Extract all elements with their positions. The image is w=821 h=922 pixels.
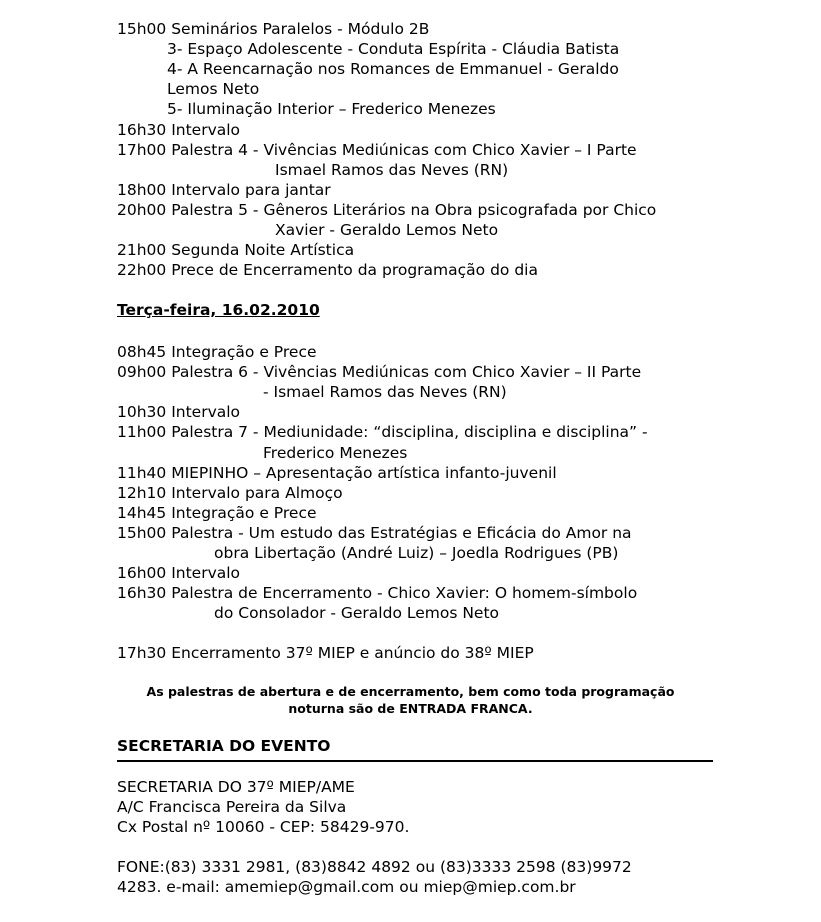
schedule-day-line: 09h00 Palestra 6 - Vivências Mediúnicas com Chico Xavier – II Parte: [117, 363, 642, 382]
schedule-day-line: Frederico Menezes: [263, 443, 408, 462]
schedule-top-line: 22h00 Prece de Encerramento da programação do dia: [117, 261, 538, 280]
schedule-day-line: 16h30 Palestra de Encerramento - Chico Xavier: O homem-símbolo: [117, 584, 638, 603]
free-entry-note-line-1: As palestras de abertura e de encerramento, bem como toda programação: [146, 684, 675, 699]
schedule-day-line: 16h00 Intervalo: [117, 564, 241, 583]
secretariat-heading: SECRETARIA DO EVENTO: [117, 737, 331, 755]
schedule-day-line: 12h10 Intervalo para Almoço: [117, 483, 343, 502]
schedule-day-line: 11h00 Palestra 7 - Mediunidade: “disciplina, disciplina e disciplina” -: [117, 423, 648, 442]
schedule-day-line: obra Libertação (André Luiz) – Joedla Rodrigues (PB): [214, 544, 619, 562]
address-line-2: A/C Francisca Pereira da Silva: [117, 798, 347, 816]
schedule-top-line: 16h30 Intervalo: [117, 120, 241, 139]
schedule-day-line: do Consolador - Geraldo Lemos Neto: [214, 604, 500, 623]
address-line-3: Cx Postal nº 10060 - CEP: 58429-970.: [117, 818, 410, 836]
schedule-top-line: 3- Espaço Adolescente - Conduta Espírita - Cláudia Batista: [167, 40, 620, 59]
schedule-top-line: 15h00 Seminários Paralelos - Módulo 2B: [117, 20, 430, 38]
schedule-day-line: 11h40 MIEPINHO – Apresentação artística infanto-juvenil: [117, 463, 557, 482]
schedule-day-line: - Ismael Ramos das Neves (RN): [263, 383, 507, 402]
schedule-top-line: 5- Iluminação Interior – Frederico Menezes: [167, 100, 496, 119]
schedule-top-line: Ismael Ramos das Neves (RN): [275, 160, 509, 179]
schedule-top-line: 4- A Reencarnação nos Romances de Emmanuel - Geraldo: [167, 60, 619, 79]
schedule-day-line: 08h45 Integração e Prece: [117, 343, 317, 361]
schedule-top-line: Xavier - Geraldo Lemos Neto: [275, 221, 499, 239]
schedule-top-line: 20h00 Palestra 5 - Gêneros Literários na Obra psicografada por Chico: [117, 200, 657, 219]
contact-line-2: 4283. e-mail: amemiep@gmail.com ou miep@miep.com.br: [117, 878, 576, 896]
section-divider: [117, 760, 713, 762]
schedule-day-line: 15h00 Palestra - Um estudo das Estratégias e Eficácia do Amor na: [117, 523, 632, 542]
day-heading: Terça-feira, 16.02.2010: [117, 301, 320, 319]
schedule-top-line: 18h00 Intervalo para jantar: [117, 180, 331, 199]
address-line-1: SECRETARIA DO 37º MIEP/AME: [117, 778, 355, 796]
schedule-top-line: Lemos Neto: [167, 80, 260, 99]
closing-line: 17h30 Encerramento 37º MIEP e anúncio do 38º MIEP: [117, 644, 534, 662]
schedule-day-line: 14h45 Integração e Prece: [117, 503, 317, 522]
schedule-top-line: 17h00 Palestra 4 - Vivências Mediúnicas com Chico Xavier – I Parte: [117, 140, 637, 159]
free-entry-note-line-2: noturna são de ENTRADA FRANCA.: [288, 701, 533, 716]
schedule-day-line: 10h30 Intervalo: [117, 403, 241, 422]
schedule-top-line: 21h00 Segunda Noite Artística: [117, 241, 355, 260]
contact-line-1: FONE:(83) 3331 2981, (83)8842 4892 ou (83)3333 2598 (83)9972: [117, 858, 632, 876]
